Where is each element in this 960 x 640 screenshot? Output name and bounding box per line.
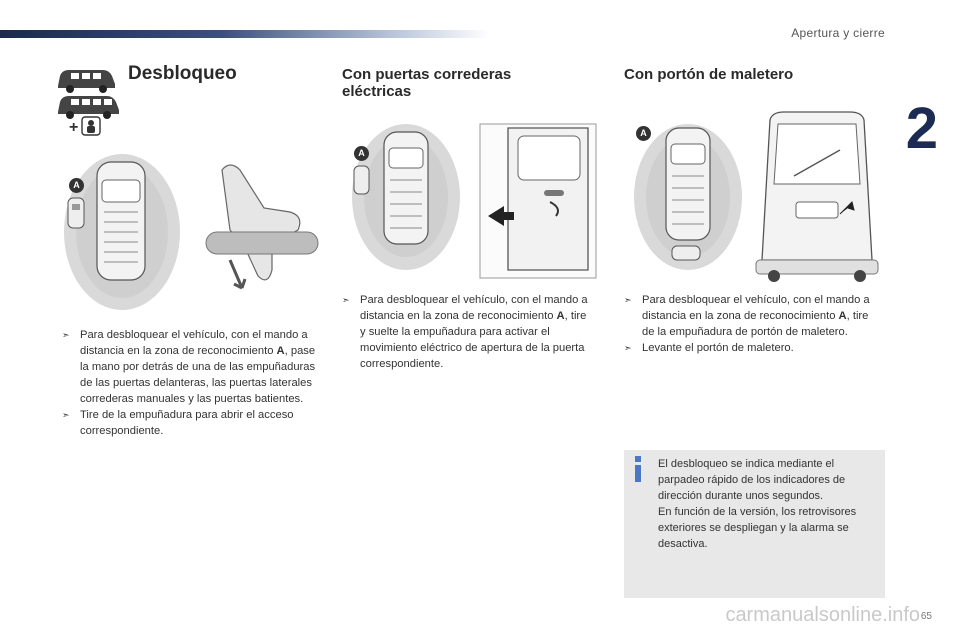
chapter-number: 2 [905, 96, 938, 161]
plus-child-icon [68, 114, 104, 138]
section-title: Apertura y cierre [791, 26, 885, 40]
list-item: ➣ Levante el portón de maletero. [624, 342, 794, 354]
bullet-icon: ➣ [62, 410, 70, 420]
bullet-icon: ➣ [624, 295, 632, 305]
key-fob-icon [68, 198, 84, 228]
info-box [624, 450, 885, 598]
info-text [658, 456, 880, 552]
bullet-icon: ➣ [342, 295, 350, 305]
svg-text:+: + [69, 119, 79, 136]
van-icon [55, 66, 117, 94]
hand-on-handle-illustration [200, 160, 325, 295]
zone-label-a: A [69, 178, 84, 193]
bullet-icon: ➣ [624, 343, 632, 353]
bullet-icon: ➣ [62, 330, 70, 340]
page-title: Desbloqueo [128, 63, 237, 84]
col3-zone-illustration [632, 122, 744, 272]
watermark: carmanualsonline.info [725, 604, 920, 626]
recognition-zone-illustration [62, 152, 182, 312]
col2-instructions [342, 292, 592, 372]
list-item: ➣ Para desbloquear el vehículo, con el mando a distancia en la zona de reconocimiento A, tire y suelte la empuñadura para activar el movimiento eléctrico de apertura de la puerta correspondiente. [342, 294, 588, 370]
info-icon [632, 456, 644, 482]
list-item: ➣ Para desbloquear el vehículo, con el mando a distancia en la zona de reconocimiento A, pase la mano por detrás de una de las empuñaduras de las puertas delanteras, las puertas laterales correderas manuales y las puertas batientes. [62, 329, 316, 405]
sliding-door-illustration [478, 120, 598, 282]
header-gradient-bar [0, 30, 490, 38]
list-item: ➣ Tire de la empuñadura para abrir el acceso correspondiente. [62, 409, 294, 437]
col2-zone-illustration [350, 122, 462, 272]
col3-title: Con portón de maletero [624, 66, 794, 83]
col3-instructions [624, 292, 880, 356]
col2-title: Con puertas correderas eléctricas [342, 66, 512, 100]
key-fob-icon [354, 166, 369, 194]
col1-instructions [62, 327, 324, 439]
tailgate-illustration [754, 110, 880, 282]
page-number: 65 [920, 611, 932, 622]
list-item: ➣ Para desbloquear el vehículo, con el mando a distancia en la zona de reconocimiento A, tire de la empuñadura de portón de maletero. [624, 294, 870, 338]
zone-label-a: A [354, 146, 369, 161]
info-line: El desbloqueo se indica mediante el parpadeo rápido de los indicadores de dirección durante unos segundos. [658, 458, 846, 502]
zone-label-a: A [636, 126, 651, 141]
info-line: En función de la versión, los retrovisores exteriores se despliegan y la alarma se desactiva. [658, 506, 857, 550]
key-fob-icon [672, 246, 700, 260]
